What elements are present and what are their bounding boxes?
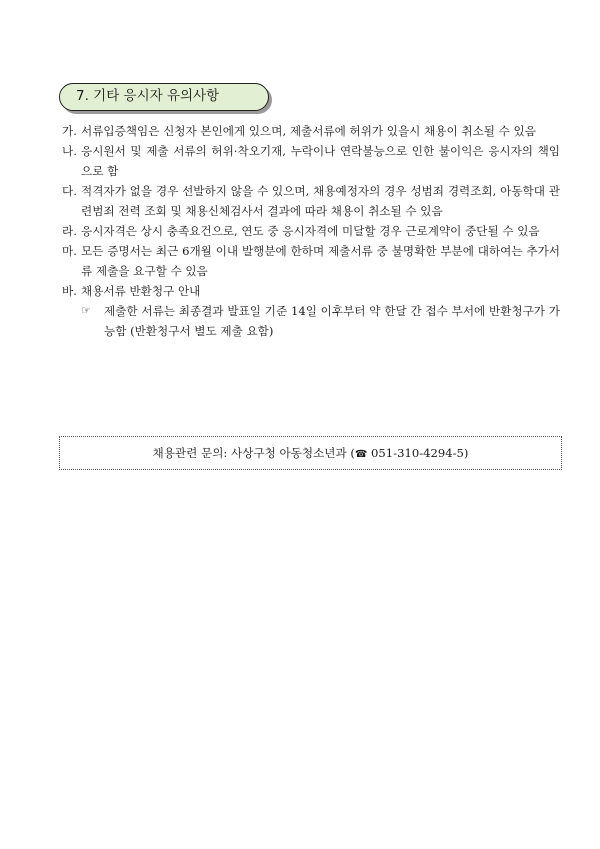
notice-item-ba: [62, 281, 560, 341]
item-marker: 가.: [62, 124, 77, 138]
return-request-note: [81, 301, 560, 341]
item-text: 적격자가 없을 경우 선발하지 않을 수 있으며, 채용예정자의 경우 성범죄 경력조회, 아동학대 관련범죄 전력 조회 및 채용신체검사서 결과에 따라 채용이 취소될 수 있음: [81, 184, 560, 218]
item-marker: 다.: [62, 184, 77, 198]
contact-number: 051-310-4294-5): [367, 446, 469, 460]
contact-label: 채용관련 문의: 사상구청 아동청소년과 (: [152, 446, 355, 460]
item-text: 서류입증책임은 신청자 본인에게 있으며, 제출서류에 허위가 있을시 채용이 취소될 수 있음: [81, 124, 536, 138]
note-text: 제출한 서류는 최종결과 발표일 기준 14일 이후부터 약 한달 간 접수 부서에 반환청구가 가능함 (반환청구서 별도 제출 요함): [104, 304, 560, 338]
phone-icon: ☎: [354, 449, 368, 460]
item-marker: 바.: [62, 284, 77, 298]
notice-item-ga: [62, 121, 560, 141]
pointing-hand-icon: ☞: [81, 304, 91, 317]
item-text: 채용서류 반환청구 안내: [81, 284, 201, 298]
notice-item-ma: [62, 241, 560, 281]
notice-list: [62, 121, 560, 341]
item-marker: 나.: [62, 144, 77, 158]
item-text: 모든 증명서는 최근 6개월 이내 발행분에 한하며 제출서류 중 불명확한 부분에 대하여는 추가서류 제출을 요구할 수 있음: [81, 244, 560, 278]
item-text: 응시자격은 상시 충족요건으로, 연도 중 응시자격에 미달할 경우 근로계약이 중단될 수 있음: [81, 224, 540, 238]
notice-item-ra: [62, 221, 560, 241]
item-marker: 라.: [62, 224, 77, 238]
item-text: 응시원서 및 제출 서류의 허위·착오기재, 누락이나 연락불능으로 인한 불이익은 응시자의 책임으로 함: [81, 144, 560, 178]
item-marker: 마.: [62, 244, 77, 258]
notice-item-na: [62, 141, 560, 181]
section-title: 7. 기타 응시자 유의사항: [59, 83, 269, 111]
notice-item-da: [62, 181, 560, 221]
contact-box: [59, 436, 562, 470]
